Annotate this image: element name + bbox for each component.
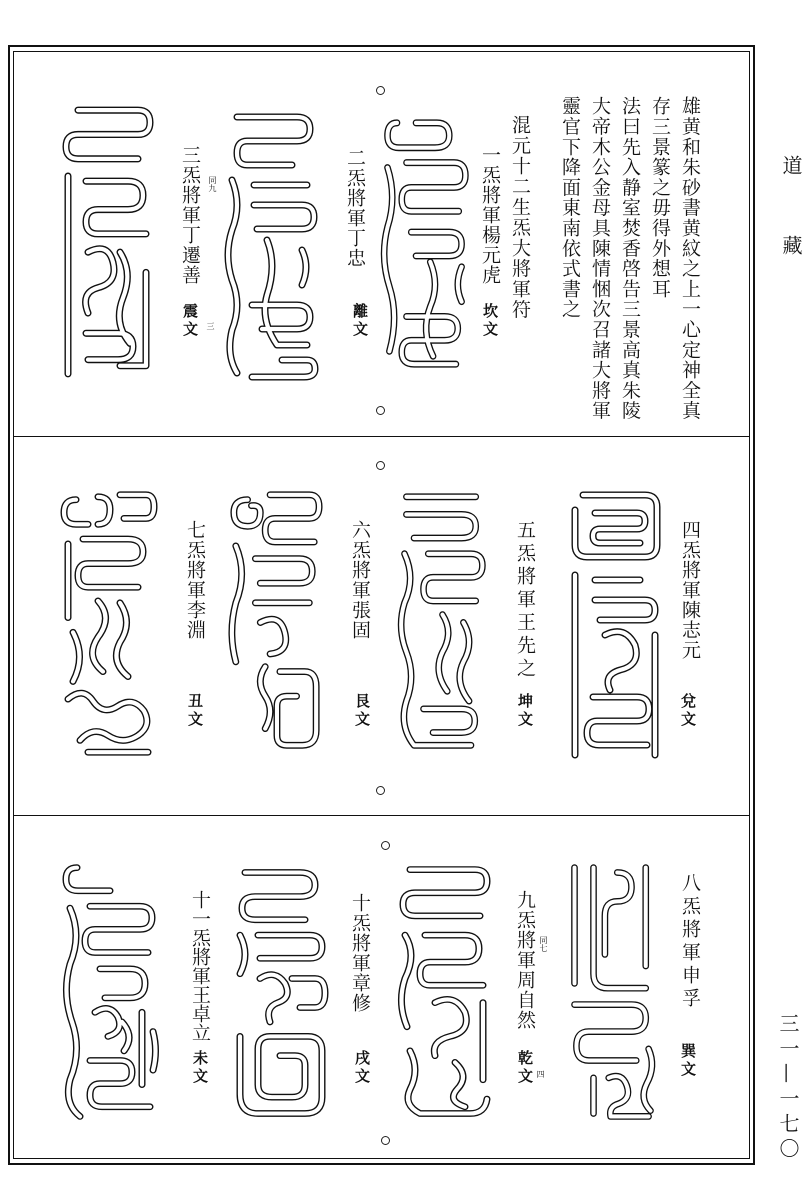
general-name-2: 二炁將軍丁忠: [344, 148, 366, 268]
general-name-8: 八炁將軍申孚: [679, 873, 701, 1011]
talisman-6: [226, 485, 324, 760]
margin-title-char-2: 藏: [779, 235, 803, 255]
general-trigram-4: 兌文: [679, 693, 697, 729]
talisman-3: [58, 100, 158, 384]
general-trigram-3: 震文: [181, 303, 199, 339]
talisman-7: [58, 485, 158, 760]
general-name-3: 三炁將軍丁遷善: [179, 145, 201, 285]
talisman-2: [222, 105, 322, 385]
general-trigram-11: 未文: [191, 1050, 209, 1086]
general-trigram-7: 丑文: [186, 693, 204, 729]
general-note-top-9: 同七: [539, 936, 548, 952]
circle-mark: [376, 786, 385, 795]
general-trigram-9: 乾文: [516, 1050, 534, 1086]
talisman-1: [378, 108, 473, 386]
circle-mark: [381, 841, 390, 850]
panel-divider-2: [13, 815, 750, 816]
talisman-9: [395, 858, 495, 1128]
general-name-10: 十炁將軍章修: [349, 893, 371, 1013]
circle-mark: [376, 86, 385, 95]
general-name-4: 四炁將軍陳志元: [679, 520, 701, 660]
talisman-8: [565, 858, 660, 1128]
instruction-line-3: 法曰先入静室焚香啓告三景高真朱陵: [619, 96, 641, 421]
instruction-line-5: 靈官下降面東南依式書之: [559, 96, 581, 320]
general-name-1: 一炁將軍楊元虎: [479, 145, 501, 285]
general-name-7: 七炁將軍李淵: [184, 520, 206, 640]
page-number: 三一—一七〇: [776, 1013, 800, 1163]
general-trigram-2: 離文: [351, 303, 369, 339]
talisman-10: [230, 858, 330, 1128]
general-trigram-1: 坎文: [481, 303, 499, 339]
circle-mark: [381, 1136, 390, 1145]
general-trigram-8: 巽文: [679, 1043, 697, 1079]
general-name-9: 九炁將軍周自然: [514, 890, 536, 1030]
general-trigram-5: 坤文: [516, 693, 534, 729]
general-trigram-6: 艮文: [353, 693, 371, 729]
talisman-heading: 混元十二生炁大將軍符: [509, 115, 531, 320]
general-name-5: 五炁將軍王先之: [514, 520, 536, 681]
instruction-line-2: 存三景篆之毋得外想耳: [649, 96, 671, 299]
general-name-11: 十一炁將軍王卓立: [189, 890, 211, 1042]
talisman-5: [395, 485, 490, 760]
margin-title-char-1: 道: [779, 155, 803, 175]
instruction-line-1: 雄黄和朱砂書黄紋之上一心定神全真: [679, 96, 701, 421]
circle-mark: [376, 461, 385, 470]
talisman-4: [565, 485, 665, 765]
general-trigram-10: 戌文: [353, 1050, 371, 1086]
instruction-line-4: 大帝木公金母具陳情悃次召諸大將軍: [589, 96, 611, 421]
general-note-top-3: 同九: [208, 176, 217, 192]
talisman-11: [60, 858, 160, 1128]
general-note-bottom-3: 三: [206, 322, 215, 330]
general-name-6: 六炁將軍張固: [349, 520, 371, 640]
circle-mark: [376, 406, 385, 415]
panel-divider-1: [13, 436, 750, 437]
general-note-bottom-9: 四: [536, 1070, 545, 1078]
